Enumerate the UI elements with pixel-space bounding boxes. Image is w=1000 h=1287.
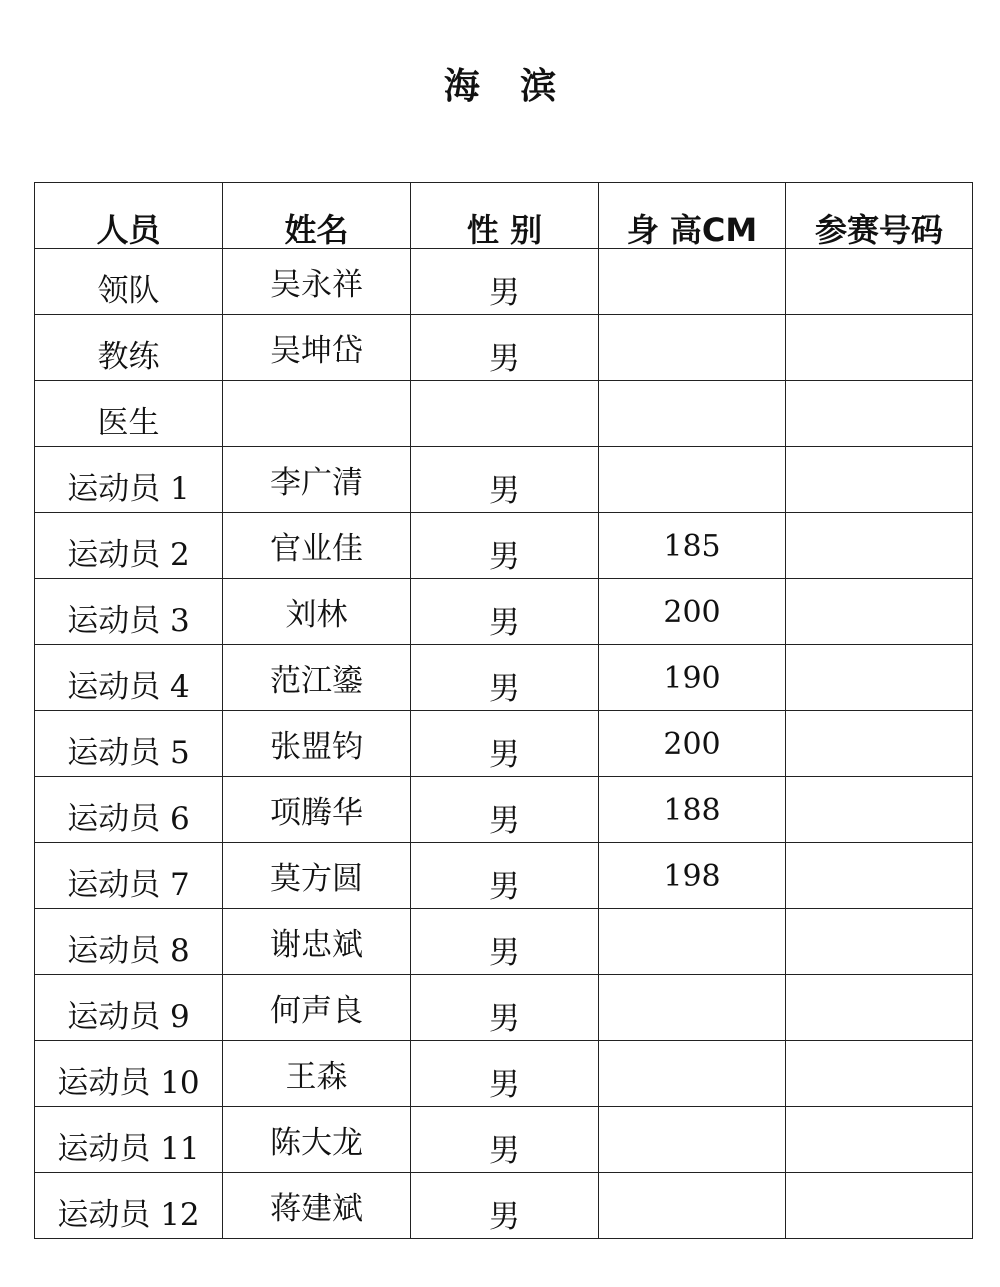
gender-text: 男 [489,539,520,575]
table-row [35,711,973,777]
cell-height [599,1041,786,1107]
table-row [35,909,973,975]
name-text: 蒋建斌 [270,1191,363,1227]
cell-role [35,1107,223,1173]
name-text: 项腾华 [270,795,363,831]
name-text: 张盟钧 [270,729,363,765]
table-row [35,315,973,381]
cell-height [599,645,786,711]
cell-gender [411,579,599,645]
gender-text: 男 [489,1001,520,1037]
cell-role [35,975,223,1041]
cell-number [786,1041,973,1107]
name-text: 范江鎏 [270,663,363,699]
height-text: 200 [663,595,721,630]
role-text: 运动员 10 [57,1065,200,1101]
cell-gender [411,447,599,513]
cell-gender [411,909,599,975]
cell-gender [411,315,599,381]
cell-number [786,315,973,381]
table-row [35,579,973,645]
role-text: 医生 [97,405,160,441]
height-text: 185 [663,529,721,564]
table-row [35,777,973,843]
table-row [35,975,973,1041]
table-row [35,1041,973,1107]
cell-gender [411,777,599,843]
cell-height [599,711,786,777]
cell-height [599,975,786,1041]
cell-role [35,447,223,513]
cell-gender [411,645,599,711]
cell-name [223,1107,411,1173]
height-text: 200 [663,727,721,762]
cell-number [786,1107,973,1173]
cell-height [599,909,786,975]
cell-number [786,975,973,1041]
gender-text: 男 [489,1133,520,1169]
role-text: 运动员 5 [67,735,190,771]
name-text: 吴坤岱 [270,333,363,369]
cell-role [35,249,223,315]
cell-height [599,579,786,645]
cell-number [786,513,973,579]
cell-name [223,909,411,975]
cell-height [599,1173,786,1239]
role-text: 运动员 8 [67,933,190,969]
cell-number [786,249,973,315]
cell-gender [411,711,599,777]
role-text: 运动员 3 [67,603,190,639]
cell-name [223,777,411,843]
cell-gender [411,1107,599,1173]
cell-height [599,249,786,315]
cell-name [223,249,411,315]
cell-height [599,513,786,579]
table-row [35,1107,973,1173]
cell-height [599,843,786,909]
cell-gender [411,381,599,447]
cell-name [223,975,411,1041]
gender-text: 男 [489,671,520,707]
cell-role [35,579,223,645]
table-row [35,249,973,315]
cell-name [223,1041,411,1107]
roster-body [35,249,973,1239]
name-text: 何声良 [270,993,363,1029]
role-text: 运动员 4 [67,669,190,705]
cell-name [223,1173,411,1239]
height-text: 190 [663,661,721,696]
table-row [35,645,973,711]
name-text: 李广清 [270,465,363,501]
header-gender: 性 别 [411,183,599,249]
cell-height [599,315,786,381]
cell-number [786,909,973,975]
cell-height [599,447,786,513]
role-text: 运动员 1 [67,471,190,507]
cell-role [35,645,223,711]
cell-number [786,645,973,711]
cell-gender [411,843,599,909]
role-text: 运动员 2 [67,537,190,573]
cell-number [786,579,973,645]
cell-name [223,447,411,513]
cell-gender [411,249,599,315]
gender-text: 男 [489,473,520,509]
height-text: 198 [663,859,721,894]
cell-height [599,381,786,447]
cell-gender [411,1041,599,1107]
cell-height [599,1107,786,1173]
table-row [35,1173,973,1239]
header-role: 人员 [35,183,223,249]
name-text: 刘林 [285,597,348,633]
roster-table [34,182,973,1239]
cell-number [786,381,973,447]
cell-name [223,513,411,579]
cell-name [223,645,411,711]
header-name: 姓名 [223,183,411,249]
role-text: 运动员 9 [67,999,190,1035]
cell-number [786,777,973,843]
gender-text: 男 [489,1067,520,1103]
gender-text: 男 [489,935,520,971]
cell-gender [411,513,599,579]
name-text: 谢忠斌 [270,927,363,963]
cell-name [223,579,411,645]
table-row [35,513,973,579]
gender-text: 男 [489,605,520,641]
height-text: 188 [663,793,721,828]
cell-number [786,447,973,513]
table-row [35,381,973,447]
cell-name [223,843,411,909]
cell-role [35,777,223,843]
header-number: 参赛号码 [786,183,973,249]
gender-text: 男 [489,275,520,311]
role-text: 运动员 6 [67,801,190,837]
cell-role [35,513,223,579]
gender-text: 男 [489,341,520,377]
cell-role [35,1173,223,1239]
role-text: 运动员 11 [57,1131,200,1167]
name-text: 陈大龙 [270,1125,363,1161]
header-height: 身 高CM [599,183,786,249]
role-text: 教练 [97,339,160,375]
cell-gender [411,975,599,1041]
cell-role [35,909,223,975]
table-row [35,447,973,513]
name-text: 吴永祥 [270,267,363,303]
role-text: 运动员 12 [57,1197,200,1233]
gender-text: 男 [489,869,520,905]
gender-text: 男 [489,1199,520,1235]
cell-name [223,315,411,381]
cell-gender [411,1173,599,1239]
header-row [35,183,973,249]
cell-role [35,843,223,909]
cell-role [35,381,223,447]
page-title: 海 滨 [443,66,571,107]
gender-text: 男 [489,737,520,773]
role-text: 领队 [97,273,160,309]
cell-role [35,711,223,777]
cell-name [223,711,411,777]
cell-name [223,381,411,447]
gender-text: 男 [489,803,520,839]
cell-number [786,711,973,777]
cell-height [599,777,786,843]
name-text: 官业佳 [270,531,363,567]
name-text: 王森 [285,1059,348,1095]
table-row [35,843,973,909]
cell-number [786,1173,973,1239]
cell-role [35,1041,223,1107]
name-text: 莫方圆 [270,861,363,897]
role-text: 运动员 7 [67,867,190,903]
cell-number [786,843,973,909]
cell-role [35,315,223,381]
